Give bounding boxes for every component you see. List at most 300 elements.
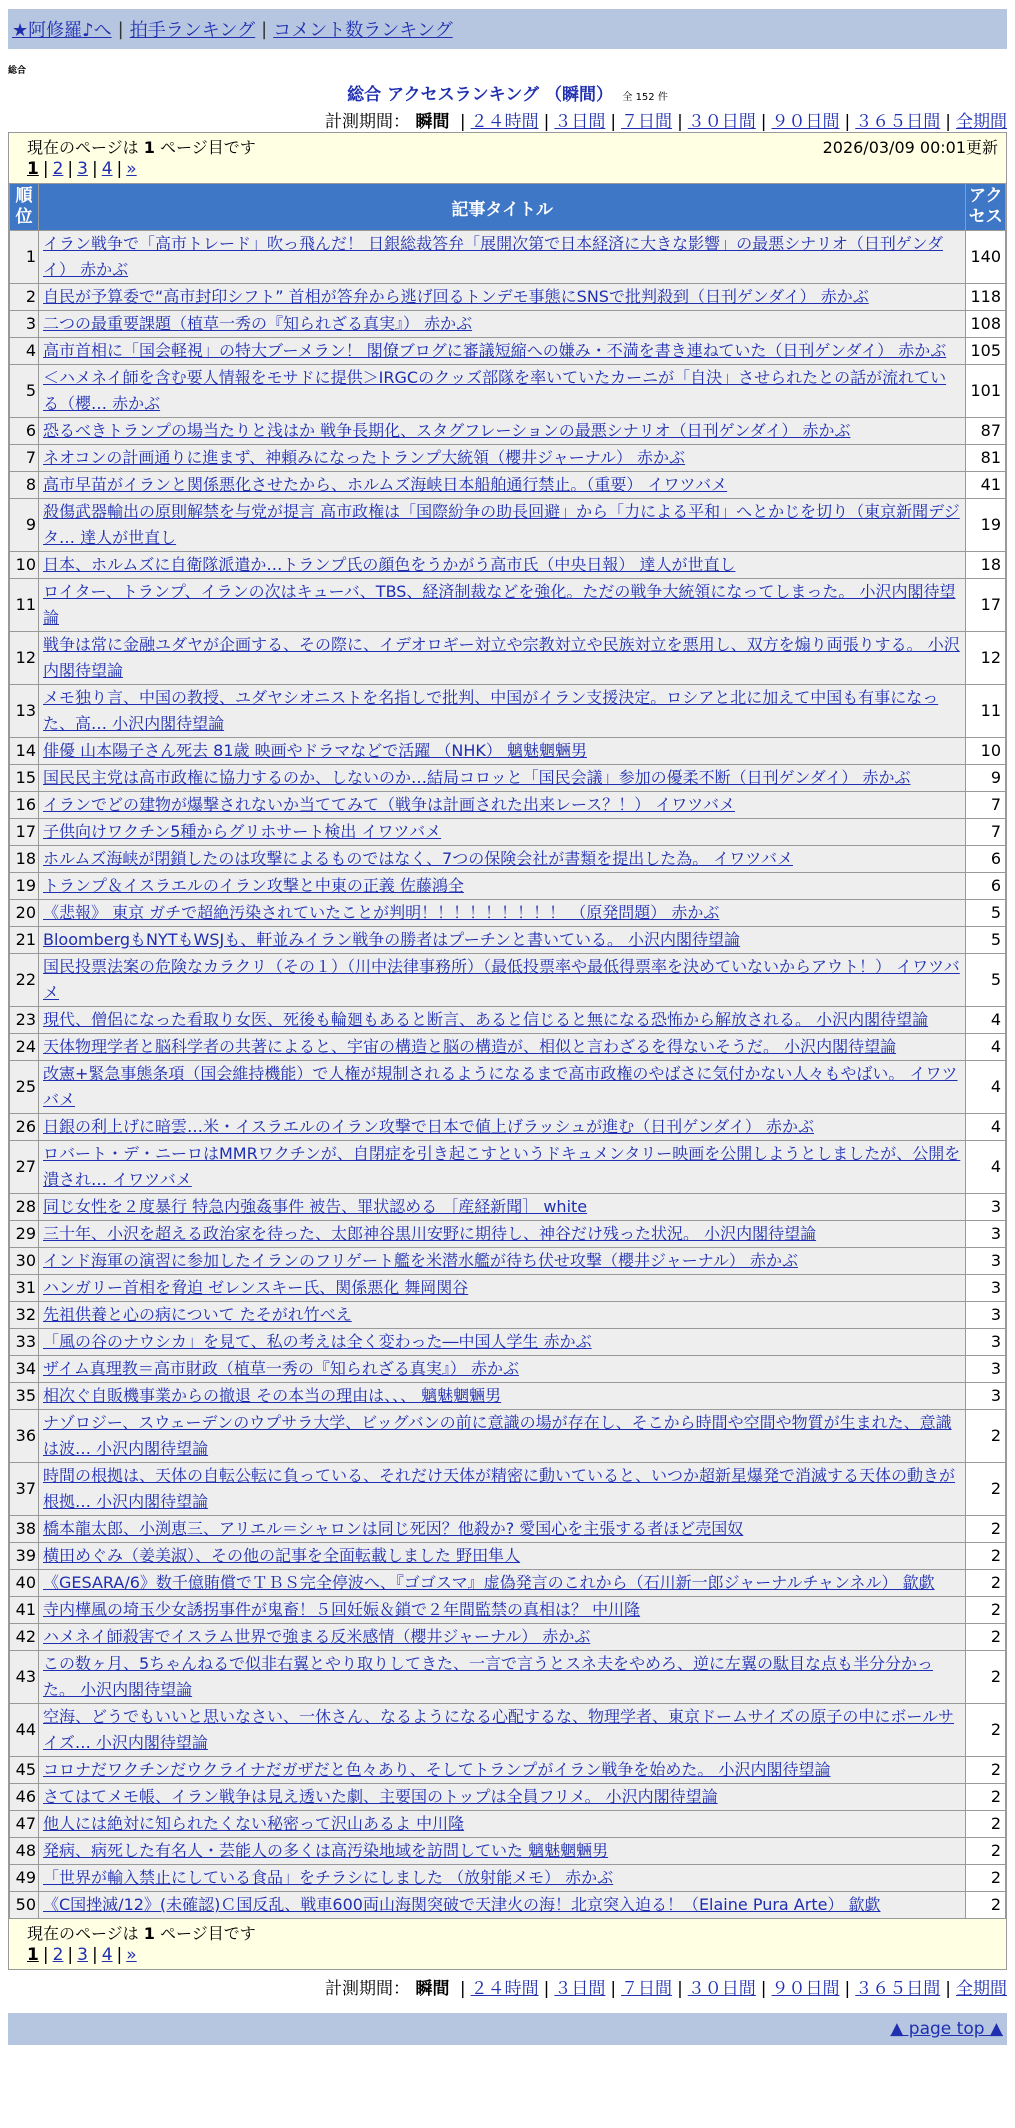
page-link[interactable]: 4 xyxy=(101,159,113,179)
rank-cell: 33 xyxy=(10,1329,39,1356)
rank-cell: 50 xyxy=(10,1892,39,1919)
title-cell xyxy=(39,472,966,499)
title-cell xyxy=(39,284,966,311)
count-cell: 2 xyxy=(966,1516,1006,1543)
total-count: 全 152 件 xyxy=(622,92,668,103)
count-cell: 108 xyxy=(966,311,1006,338)
article-link[interactable]: BloombergもNYTもWSJも、軒並みイラン戦争の勝者はプーチンと書いている。 小沢内閣待望論 xyxy=(43,930,741,949)
rank-cell: 48 xyxy=(10,1838,39,1865)
title-cell xyxy=(39,552,966,579)
rank-cell: 1 xyxy=(10,231,39,284)
article-link[interactable]: 発病、病死した有名人・芸能人の多くは高汚染地域を訪問していた 魑魅魍魎男 xyxy=(43,1841,609,1860)
article-link[interactable]: 高市早苗がイランと関係悪化させたから、ホルムズ海峡日本船舶通行禁止。（重要） イワツバメ xyxy=(43,475,728,494)
pagination-box-top xyxy=(9,133,1006,183)
article-link[interactable]: メモ独り言、中国の教授、ユダヤシオニストを名指しで批判、中国がイラン支援決定。ロシアと北に加えて中国も有事になった、高… 小沢内閣待望論 xyxy=(43,688,939,733)
page-link[interactable]: 3 xyxy=(77,159,88,179)
period-separator: | xyxy=(610,1979,617,1999)
page-separator: | xyxy=(67,1945,74,1965)
article-link[interactable]: ザイム真理教＝高市財政（植草一秀の『知られざる真実』） 赤かぶ xyxy=(43,1359,519,1378)
article-link[interactable]: ＜ハメネイ師を含む要人情報をモサドに提供＞IRGCのクッズ部隊を率いていたカーニが「自決」させられたとの話が流れている（櫻… 赤かぶ xyxy=(43,368,947,413)
title-cell xyxy=(39,685,966,738)
table-row xyxy=(10,1302,1006,1329)
table-row xyxy=(10,900,1006,927)
title-cell xyxy=(39,1061,966,1114)
title-cell xyxy=(39,365,966,418)
table-row xyxy=(10,1811,1006,1838)
rank-cell: 8 xyxy=(10,472,39,499)
title-cell xyxy=(39,1597,966,1624)
table-row xyxy=(10,765,1006,792)
table-row xyxy=(10,1356,1006,1383)
page-link[interactable]: 2 xyxy=(52,159,64,179)
title-cell xyxy=(39,418,966,445)
rank-cell: 46 xyxy=(10,1784,39,1811)
period-label: 計測期間： xyxy=(325,112,411,132)
bottom-bar xyxy=(8,2013,1007,2045)
rank-cell: 38 xyxy=(10,1516,39,1543)
page-separator: | xyxy=(42,159,49,179)
period-label: 計測期間： xyxy=(325,1979,411,1999)
count-cell: 2 xyxy=(966,1704,1006,1757)
count-cell: 3 xyxy=(966,1194,1006,1221)
rank-cell: 26 xyxy=(10,1114,39,1141)
count-cell: 41 xyxy=(966,472,1006,499)
table-row xyxy=(10,873,1006,900)
article-link[interactable]: 「風の谷のナウシカ」を見て、私の考えは全く変わった―中国人学生 赤かぶ xyxy=(43,1332,592,1351)
title-cell xyxy=(39,792,966,819)
table-row xyxy=(10,954,1006,1007)
section-label: 総合 xyxy=(8,66,27,76)
period-separator: | xyxy=(844,1979,851,1999)
rank-cell: 43 xyxy=(10,1651,39,1704)
title-cell xyxy=(39,954,966,1007)
table-row xyxy=(10,1463,1006,1516)
period-option-link[interactable]: ３日間 xyxy=(554,1979,606,1999)
count-cell: 4 xyxy=(966,1007,1006,1034)
title-cell xyxy=(39,900,966,927)
period-option-link[interactable]: ３０日間 xyxy=(687,1979,756,1999)
rank-cell: 7 xyxy=(10,445,39,472)
count-cell: 18 xyxy=(966,552,1006,579)
home-link[interactable]: ★阿修羅♪へ xyxy=(12,20,112,41)
next-page-link[interactable]: » xyxy=(126,1945,137,1965)
article-link[interactable]: トランプ＆イスラエルのイラン攻撃と中東の正義 佐藤鴻全 xyxy=(43,876,464,895)
page-link[interactable]: 2 xyxy=(52,1945,64,1965)
rank-cell: 3 xyxy=(10,311,39,338)
count-cell: 3 xyxy=(966,1221,1006,1248)
article-link[interactable]: 改憲+緊急事態条項（国会維持機能）で人権が規制されるようになるまで高市政権のやばさに気付かない人々もやばい。 イワツバメ xyxy=(43,1064,958,1109)
table-row xyxy=(10,1275,1006,1302)
title-cell xyxy=(39,579,966,632)
article-link[interactable]: コロナだワクチンだウクライナだガザだと色々あり、そしてトランプがイラン戦争を始めた。 小沢内閣待望論 xyxy=(43,1760,831,1779)
period-separator: | xyxy=(543,112,550,132)
table-row xyxy=(10,552,1006,579)
count-cell: 5 xyxy=(966,927,1006,954)
article-link[interactable]: イランでどの建物が爆撃されないか当ててみて（戦争は計画された出来レース？！） イワツバメ xyxy=(43,795,735,814)
count-cell: 2 xyxy=(966,1892,1006,1919)
article-link[interactable]: 寺内樺風の埼玉少女誘拐事件が鬼畜！５回妊娠＆鎖で２年間監禁の真相は？ 中川隆 xyxy=(43,1600,641,1619)
table-row xyxy=(10,738,1006,765)
count-cell: 105 xyxy=(966,338,1006,365)
count-cell: 9 xyxy=(966,765,1006,792)
article-link[interactable]: 国民民主党は高市政権に協力するのか、しないのか…結局コロッと「国民会議」参加の優柔不断（日刊ゲンダイ） 赤かぶ xyxy=(43,768,911,787)
count-cell: 3 xyxy=(966,1356,1006,1383)
rank-column-header: 順位 xyxy=(10,184,39,231)
ranking-panel xyxy=(8,132,1007,1970)
article-link[interactable]: イラン戦争で「高市トレード」吹っ飛んだ！ 日銀総裁答弁「展開次第で日本経済に大きな影響」の最悪シナリオ（日刊ゲンダイ） 赤かぶ xyxy=(43,234,943,279)
rank-cell: 6 xyxy=(10,418,39,445)
table-row xyxy=(10,472,1006,499)
period-option-link[interactable]: ３６５日間 xyxy=(855,112,941,132)
article-link[interactable]: ナゾロジー、スウェーデンのウプサラ大学、ビッグバンの前に意識の場が存在し、そこから時間や空間や物質が生まれた、意識は波… 小沢内閣待望論 xyxy=(43,1413,952,1458)
rank-cell: 27 xyxy=(10,1141,39,1194)
count-cell: 3 xyxy=(966,1329,1006,1356)
title-column-header: 記事タイトル xyxy=(39,184,966,231)
count-cell: 4 xyxy=(966,1034,1006,1061)
table-row xyxy=(10,1007,1006,1034)
table-row xyxy=(10,1570,1006,1597)
period-option-link[interactable]: ７日間 xyxy=(621,112,673,132)
title-cell xyxy=(39,738,966,765)
title-cell xyxy=(39,1275,966,1302)
title-cell xyxy=(39,1302,966,1329)
article-link[interactable]: 《悲報》 東京 ガチで超絶汚染されていたことが判明！！！！！！！！！ （原発問題） 赤かぶ xyxy=(43,903,720,922)
table-row xyxy=(10,632,1006,685)
title-cell xyxy=(39,873,966,900)
count-cell: 101 xyxy=(966,365,1006,418)
article-link[interactable]: ネオコンの計画通りに進まず、神頼みになったトランプ大統領（櫻井ジャーナル） 赤かぶ xyxy=(43,448,686,467)
table-row xyxy=(10,1221,1006,1248)
article-link[interactable]: 時間の根拠は、天体の自転公転に負っている、それだけ天体が精密に動いていると、いつか超新星爆発で消滅する天体の動きが根拠… 小沢内閣待望論 xyxy=(43,1466,956,1511)
rank-cell: 28 xyxy=(10,1194,39,1221)
period-option-link[interactable]: ３日間 xyxy=(554,112,606,132)
article-link[interactable]: 横田めぐみ（姜美淑）、その他の記事を全面転載しました 野田隼人 xyxy=(43,1546,521,1565)
article-link[interactable]: この数ヶ月、5ちゃんねるで似非右翼とやり取りしてきた、一言で言うとスネ夫をやめろ、逆に左翼の駄目な点も半分分かった。 小沢内閣待望論 xyxy=(43,1654,934,1699)
article-link[interactable]: 日銀の利上げに暗雲…米・イスラエルのイラン攻撃で日本で値上げラッシュが進む（日刊ゲンダイ） 赤かぶ xyxy=(43,1117,815,1136)
title-cell xyxy=(39,1410,966,1463)
page-info-suffix: ページ目です xyxy=(160,138,256,157)
page-top-link[interactable]: ▲ page top ▲ xyxy=(890,2019,1003,2039)
table-row xyxy=(10,1543,1006,1570)
page-info-num: 1 xyxy=(143,1924,155,1943)
title-cell xyxy=(39,1651,966,1704)
title-cell xyxy=(39,1570,966,1597)
article-link[interactable]: 国民投票法案の危険なカラクリ（その１）（川中法律事務所）（最低投票率や最低得票率を決めていないからアウト！） イワツバメ xyxy=(43,957,960,1002)
period-separator: | xyxy=(945,112,951,132)
count-cell: 6 xyxy=(966,873,1006,900)
page-link[interactable]: 3 xyxy=(77,1945,88,1965)
rank-cell: 49 xyxy=(10,1865,39,1892)
article-link[interactable]: 自民が予算委で“高市封印シフト” 首相が答弁から逃げ回るトンデモ事態にSNSで批判殺到（日刊ゲンダイ） 赤かぶ xyxy=(43,287,869,306)
title-cell xyxy=(39,1007,966,1034)
page-info-suffix: ページ目です xyxy=(160,1924,256,1943)
table-row xyxy=(10,1114,1006,1141)
title-cell xyxy=(39,445,966,472)
title-cell xyxy=(39,632,966,685)
title-cell xyxy=(39,1383,966,1410)
rank-cell: 4 xyxy=(10,338,39,365)
page-info-num: 1 xyxy=(143,138,155,157)
title-cell xyxy=(39,499,966,552)
nav-separator: | xyxy=(117,18,124,40)
count-cell: 2 xyxy=(966,1543,1006,1570)
period-option-link[interactable]: ２４時間 xyxy=(470,1979,539,1999)
count-cell: 2 xyxy=(966,1865,1006,1892)
table-row xyxy=(10,1410,1006,1463)
nav-separator: | xyxy=(261,18,268,40)
count-cell: 2 xyxy=(966,1838,1006,1865)
article-link[interactable]: 《GESARA/6》数千億賄償でＴＢＳ完全停波へ、『ゴゴスマ』虚偽発言のこれから（石川新一郎ジャーナルチャンネル） 歙歔 xyxy=(43,1573,935,1592)
count-cell: 7 xyxy=(966,792,1006,819)
table-row xyxy=(10,1624,1006,1651)
rank-cell: 35 xyxy=(10,1383,39,1410)
page-info-prefix: 現在のページは xyxy=(27,138,139,157)
table-row xyxy=(10,1838,1006,1865)
count-cell: 10 xyxy=(966,738,1006,765)
rank-cell: 17 xyxy=(10,819,39,846)
article-link[interactable]: 二つの最重要課題（植草一秀の『知られざる真実』） 赤かぶ xyxy=(43,314,473,333)
page-separator: | xyxy=(116,159,123,179)
table-row xyxy=(10,365,1006,418)
rank-cell: 42 xyxy=(10,1624,39,1651)
clap-ranking-link[interactable]: 拍手ランキング xyxy=(129,20,256,41)
title-cell xyxy=(39,1865,966,1892)
updated-timestamp: 2026/03/09 00:01更新 xyxy=(822,138,998,157)
title-cell xyxy=(39,1114,966,1141)
table-row xyxy=(10,1248,1006,1275)
article-link[interactable]: 俳優 山本陽子さん死去 81歳 映画やドラマなどで活躍 （NHK） 魑魅魍魎男 xyxy=(43,741,587,760)
rank-cell: 37 xyxy=(10,1463,39,1516)
table-row xyxy=(10,579,1006,632)
table-row xyxy=(10,1597,1006,1624)
count-cell: 2 xyxy=(966,1784,1006,1811)
article-link[interactable]: 橋本龍太郎、小渕恵三、アリエル＝シャロンは同じ死因？他殺か? 愛国心を主張する者ほど売国奴 xyxy=(43,1519,744,1538)
period-separator: | xyxy=(760,112,767,132)
article-link[interactable]: さてはてメモ帳、イラン戦争は見え透いた劇、主要国のトップは全員フリメ。 小沢内閣待望論 xyxy=(43,1787,718,1806)
title-cell xyxy=(39,1356,966,1383)
count-cell: 2 xyxy=(966,1757,1006,1784)
page-info xyxy=(27,1921,256,1944)
count-cell: 4 xyxy=(966,1141,1006,1194)
article-link[interactable]: ロイター、トランプ、イランの次はキューバ、TBS、経済制裁などを強化。ただの戦争大統領になってしまった。 小沢内閣待望論 xyxy=(43,582,956,627)
rank-cell: 31 xyxy=(10,1275,39,1302)
title-cell xyxy=(39,819,966,846)
table-row xyxy=(10,792,1006,819)
title-cell xyxy=(39,1516,966,1543)
count-cell: 2 xyxy=(966,1410,1006,1463)
count-cell: 3 xyxy=(966,1248,1006,1275)
count-cell: 12 xyxy=(966,632,1006,685)
period-option-link[interactable]: ９０日間 xyxy=(771,112,840,132)
rank-cell: 2 xyxy=(10,284,39,311)
article-link[interactable]: 相次ぐ自販機事業からの撤退 その本当の理由は、、、 魑魅魍魎男 xyxy=(43,1386,502,1405)
article-link[interactable]: 恐るべきトランプの場当たりと浅はか 戦争長期化、スタグフレーションの最悪シナリオ（日刊ゲンダイ） 赤かぶ xyxy=(43,421,851,440)
page-separator: | xyxy=(116,1945,123,1965)
page-separator: | xyxy=(91,1945,98,1965)
table-row xyxy=(10,1034,1006,1061)
article-link[interactable]: 日本、ホルムズに自衛隊派遣か…トランプ氏の顔色をうかがう高市氏（中央日報） 達人が世直し xyxy=(43,555,736,574)
article-link[interactable]: 殺傷武器輸出の原則解禁を与党が提言 高市政権は「国際紛争の助長回避」から「力による平和」へとかじを切り（東京新聞デジタ… 達人が世直し xyxy=(43,502,960,547)
article-link[interactable]: 高市首相に「国会軽視」の特大ブーメラン！ 閣僚ブログに審議短縮への嫌み・不満を書き連ねていた（日刊ゲンダイ） 赤かぶ xyxy=(43,341,947,360)
rank-cell: 30 xyxy=(10,1248,39,1275)
period-option-link[interactable]: 全期間 xyxy=(956,1979,1007,1999)
period-option-link[interactable]: ３０日間 xyxy=(687,112,756,132)
rank-cell: 16 xyxy=(10,792,39,819)
article-link[interactable]: 戦争は常に金融ユダヤが企画する、その際に、イデオロギー対立や宗教対立や民族対立を悪用し、双方を煽り両張りする。 小沢内閣待望論 xyxy=(43,635,960,680)
pagination-box-bottom xyxy=(9,1919,1006,1969)
rank-cell: 41 xyxy=(10,1597,39,1624)
article-link[interactable]: 天体物理学者と脳科学者の共著によると、宇宙の構造と脳の構造が、相似と言わざるを得ないそうだ。 小沢内閣待望論 xyxy=(43,1037,897,1056)
count-cell: 3 xyxy=(966,1275,1006,1302)
ranking-table xyxy=(9,183,1006,1919)
table-row xyxy=(10,1516,1006,1543)
title-cell xyxy=(39,846,966,873)
count-column-header: アクセス xyxy=(966,184,1006,231)
title-cell xyxy=(39,1329,966,1356)
rank-cell: 10 xyxy=(10,552,39,579)
table-row xyxy=(10,1892,1006,1919)
count-cell: 5 xyxy=(966,954,1006,1007)
rank-cell: 21 xyxy=(10,927,39,954)
count-cell: 11 xyxy=(966,685,1006,738)
count-cell: 2 xyxy=(966,1597,1006,1624)
article-link[interactable]: 空海、どうでもいいと思いなさい、一休さん、なるようになる心配するな、物理学者、東京ドームサイズの原子の中にボールサイズ… 小沢内閣待望論 xyxy=(43,1707,955,1752)
period-current: 瞬間 xyxy=(415,112,450,132)
rank-cell: 20 xyxy=(10,900,39,927)
period-separator: | xyxy=(760,1979,767,1999)
title-cell xyxy=(39,1034,966,1061)
period-separator: | xyxy=(677,1979,683,1999)
period-separator: | xyxy=(844,112,851,132)
title-cell xyxy=(39,1221,966,1248)
article-link[interactable]: ホルムズ海峡が閉鎖したのは攻撃によるものではなく、7つの保険会社が書類を提出した為。 イワツバメ xyxy=(43,849,793,868)
table-row xyxy=(10,819,1006,846)
article-link[interactable]: 先祖供養と心の病について たそがれ竹べえ xyxy=(43,1305,352,1324)
article-link[interactable]: ロバート・デ・ニーロはMMRワクチンが、自閉症を引き起こすというドキュメンタリー映画を公開しようとしましたが、公開を潰され… イワツバメ xyxy=(43,1144,961,1189)
title-cell xyxy=(39,1838,966,1865)
table-row xyxy=(10,1383,1006,1410)
article-link[interactable]: 現代、僧侶になった看取り女医、死後も輪廻もあると断言、あると信じると無になる恐怖から解放される。 小沢内閣待望論 xyxy=(43,1010,929,1029)
article-link[interactable]: 同じ女性を２度暴行 特急内強姦事件 被告、罪状認める ［産経新聞］ white xyxy=(43,1197,588,1216)
period-option-link[interactable]: ３６５日間 xyxy=(855,1979,941,1999)
period-selector xyxy=(8,107,1007,132)
count-cell: 2 xyxy=(966,1651,1006,1704)
rank-cell: 36 xyxy=(10,1410,39,1463)
title-cell xyxy=(39,231,966,284)
title-cell xyxy=(39,1892,966,1919)
page-info xyxy=(27,135,256,158)
page-current: 1 xyxy=(27,159,39,179)
table-row xyxy=(10,1651,1006,1704)
count-cell: 2 xyxy=(966,1570,1006,1597)
article-link[interactable]: インド海軍の演習に参加したイランのフリゲート艦を米潜水艦が待ち伏せ攻撃（櫻井ジャーナル） 赤かぶ xyxy=(43,1251,799,1270)
period-option-link[interactable]: ２４時間 xyxy=(470,112,539,132)
period-separator: | xyxy=(543,1979,550,1999)
rank-cell: 14 xyxy=(10,738,39,765)
table-row xyxy=(10,499,1006,552)
article-link[interactable]: 《C国挫滅/12》(未確認)Ｃ国反乱、戦車600両山海関突破で天津火の海！北京突入迫る！（Elaine Pura Arte） 歙歔 xyxy=(43,1895,881,1914)
period-separator: | xyxy=(459,1979,466,1999)
count-cell: 140 xyxy=(966,231,1006,284)
count-cell: 2 xyxy=(966,1463,1006,1516)
rank-cell: 47 xyxy=(10,1811,39,1838)
page-title: 総合 アクセスランキング （瞬間） xyxy=(347,85,613,105)
table-row xyxy=(10,846,1006,873)
count-cell: 2 xyxy=(966,1811,1006,1838)
page-separator: | xyxy=(91,159,98,179)
pagination-nav xyxy=(27,159,998,179)
article-link[interactable]: 子供向けワクチン5種からグリホサート検出 イワツバメ xyxy=(43,822,442,841)
count-cell: 87 xyxy=(966,418,1006,445)
title-cell xyxy=(39,311,966,338)
rank-cell: 25 xyxy=(10,1061,39,1114)
rank-cell: 40 xyxy=(10,1570,39,1597)
count-cell: 7 xyxy=(966,819,1006,846)
period-separator: | xyxy=(610,112,617,132)
title-cell xyxy=(39,1624,966,1651)
title-cell xyxy=(39,1757,966,1784)
title-cell xyxy=(39,1543,966,1570)
table-row xyxy=(10,418,1006,445)
table-row xyxy=(10,1704,1006,1757)
table-row xyxy=(10,1865,1006,1892)
title-cell xyxy=(39,1248,966,1275)
article-link[interactable]: 三十年、小沢を超える政治家を待った、太郎神谷黒川安野に期待し、神谷だけ残った状況。 小沢内閣待望論 xyxy=(43,1224,817,1243)
table-row xyxy=(10,1757,1006,1784)
rank-cell: 18 xyxy=(10,846,39,873)
title-cell xyxy=(39,1811,966,1838)
title-cell xyxy=(39,338,966,365)
count-cell: 81 xyxy=(966,445,1006,472)
next-page-link[interactable]: » xyxy=(126,159,137,179)
rank-cell: 24 xyxy=(10,1034,39,1061)
rank-cell: 45 xyxy=(10,1757,39,1784)
table-row xyxy=(10,311,1006,338)
count-cell: 3 xyxy=(966,1302,1006,1329)
title-cell xyxy=(39,927,966,954)
period-option-link[interactable]: ９０日間 xyxy=(771,1979,840,1999)
period-option-link[interactable]: 全期間 xyxy=(956,112,1007,132)
period-option-link[interactable]: ７日間 xyxy=(621,1979,673,1999)
table-row xyxy=(10,1784,1006,1811)
page-current: 1 xyxy=(27,1945,39,1965)
count-cell: 3 xyxy=(966,1383,1006,1410)
comment-ranking-link[interactable]: コメント数ランキング xyxy=(273,20,453,41)
table-row xyxy=(10,1061,1006,1114)
period-separator: | xyxy=(677,112,683,132)
count-cell: 2 xyxy=(966,1624,1006,1651)
table-row xyxy=(10,445,1006,472)
period-selector-bottom xyxy=(8,1974,1007,1999)
top-nav-bar xyxy=(8,9,1007,49)
table-row xyxy=(10,685,1006,738)
article-link[interactable]: 他人には絶対に知られたくない秘密って沢山あるよ 中川隆 xyxy=(43,1814,465,1833)
page-link[interactable]: 4 xyxy=(101,1945,113,1965)
rank-cell: 9 xyxy=(10,499,39,552)
rank-cell: 15 xyxy=(10,765,39,792)
rank-cell: 44 xyxy=(10,1704,39,1757)
page-separator: | xyxy=(42,1945,49,1965)
table-row xyxy=(10,1329,1006,1356)
article-link[interactable]: ハメネイ師殺害でイスラム世界で強まる反米感情（櫻井ジャーナル） 赤かぶ xyxy=(43,1627,591,1646)
article-link[interactable]: ハンガリー首相を脅迫 ゼレンスキー氏、関係悪化 舞岡関谷 xyxy=(43,1278,469,1297)
title-cell xyxy=(39,1704,966,1757)
table-row xyxy=(10,231,1006,284)
rank-cell: 5 xyxy=(10,365,39,418)
article-link[interactable]: 「世界が輸入禁止にしている食品」をチラシにしました （放射能メモ） 赤かぶ xyxy=(43,1868,614,1887)
table-row xyxy=(10,1141,1006,1194)
rank-cell: 12 xyxy=(10,632,39,685)
